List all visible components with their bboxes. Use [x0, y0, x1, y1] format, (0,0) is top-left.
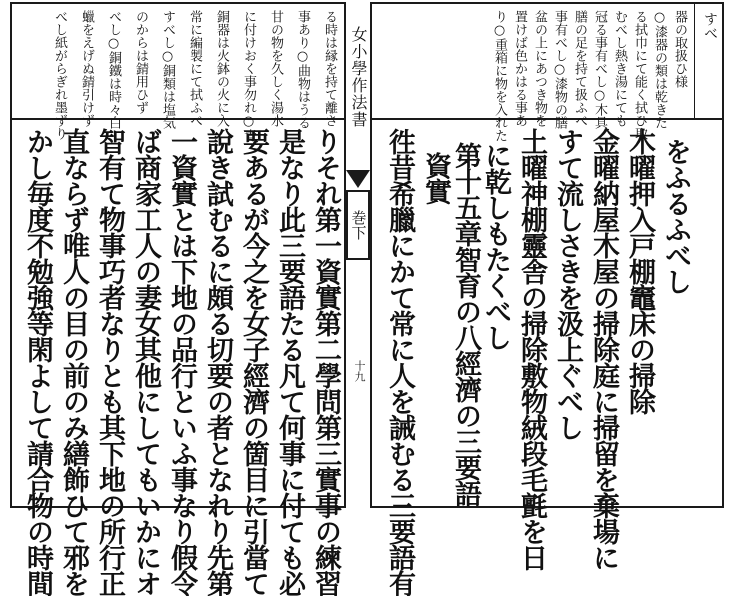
header-right-note-6: 膳の足を持て扱ふべ [572, 10, 587, 127]
volume-tab [346, 170, 370, 262]
section-heading: 資實 [420, 152, 451, 204]
header-tag: すべ [702, 12, 718, 40]
body-column-r3: 金曜納屋木屋の掃除庭に掃留を棄場に [588, 128, 619, 570]
body-column-l2: 是なり此三要語たる凡て何事に付ても必 [274, 128, 305, 596]
header-tag-divider [694, 2, 695, 118]
body-column-r2: 木曜押入戸棚竈床の掃除 [624, 128, 655, 414]
header-left-note-7: すべし○銅類は塩気 [160, 10, 175, 129]
page-number: 十九 [353, 360, 366, 382]
header-left-note-6: 常に編製にて拭ふべ [187, 10, 202, 127]
header-right-note-3: る拭巾にて能く拭ひ取 [632, 10, 647, 140]
body-column-l6: ば商家工人の妻女其他にしてもいかにオ [130, 128, 161, 596]
header-left-note-4: に付けおく事勿れ○青 [241, 10, 256, 142]
body-column-r6: に乾しもたくべし [480, 142, 511, 350]
header-left-note-11: べし紙がらぎれ墨ずり [52, 10, 67, 140]
header-right-note-2: ○漆器の類は乾きた [652, 10, 667, 129]
body-column-l7: 智有て物事巧者なりとも其下地の所行正 [94, 128, 125, 596]
header-right-note-8: 盆の上にあつき物を [532, 10, 547, 127]
chapter-heading: 第十五章智育の八經濟の三要語 [450, 142, 481, 506]
header-left-note-10: 蠟をえげぬ錆引けず [79, 10, 94, 127]
body-column-r1: をふるふべし [660, 138, 691, 294]
body-column-l5: 一資實とは下地の品行といふ事なり假令 [166, 128, 197, 596]
right-header-divider [370, 118, 724, 120]
header-left-note-3: 甘の物を久しく湯水 [268, 10, 283, 127]
body-column-r4: すて流しさきを汲上ぐべし [552, 128, 583, 440]
header-right-note-5: 冠る事有べし○木具 [592, 10, 607, 129]
book-page-spread [4, 2, 724, 596]
gutter-book-title: 女小學作法書 [349, 26, 368, 128]
header-right-note-10: り○重箱に物を入れた [492, 10, 507, 142]
header-right-note-9: 置けば色かはる事あ [512, 10, 527, 127]
body-column-l8: 直ならず唯人の目の前のみ繕飾ひて邪を [58, 128, 89, 596]
volume-tab-marker [346, 170, 370, 188]
header-left-note-2: 事あり○曲物はうる [295, 10, 310, 129]
volume-label: 巻下 [349, 210, 368, 240]
header-left-note-5: 銅器は火鉢の火に入 [214, 10, 229, 127]
volume-tab-box [346, 190, 370, 260]
header-right-note-7: 事有べし○漆物の膳 [552, 10, 567, 129]
header-right-note-4: むべし熱き湯にても [612, 10, 627, 127]
body-column-l9: かし毎度不勉強等閑よして請合物の時間 [22, 128, 53, 596]
body-column-l4: 說き試むるに頗る切要の者となれり先第 [202, 128, 233, 596]
body-column-r9: 徃昔希臘にかて常に人を誡むる三要語有 [384, 128, 415, 596]
body-column-l3: 要あるが今之を女子經濟の箇目に引當て [238, 128, 269, 596]
header-left-note-8: のからは錆用ひず [133, 10, 148, 114]
header-right-note-1: 器の取扱ひ様 [672, 10, 687, 88]
header-left-note-1: る時は縁を持て離さ [322, 10, 337, 127]
body-column-l1: りそれ第一資實第二學問第三實事の練習 [310, 128, 341, 596]
header-left-note-9: べし○銅鐵は時々白 [106, 10, 121, 129]
body-column-r5: 土曜神棚靈舎の掃除敷物絨段毛氈を日 [516, 128, 547, 570]
